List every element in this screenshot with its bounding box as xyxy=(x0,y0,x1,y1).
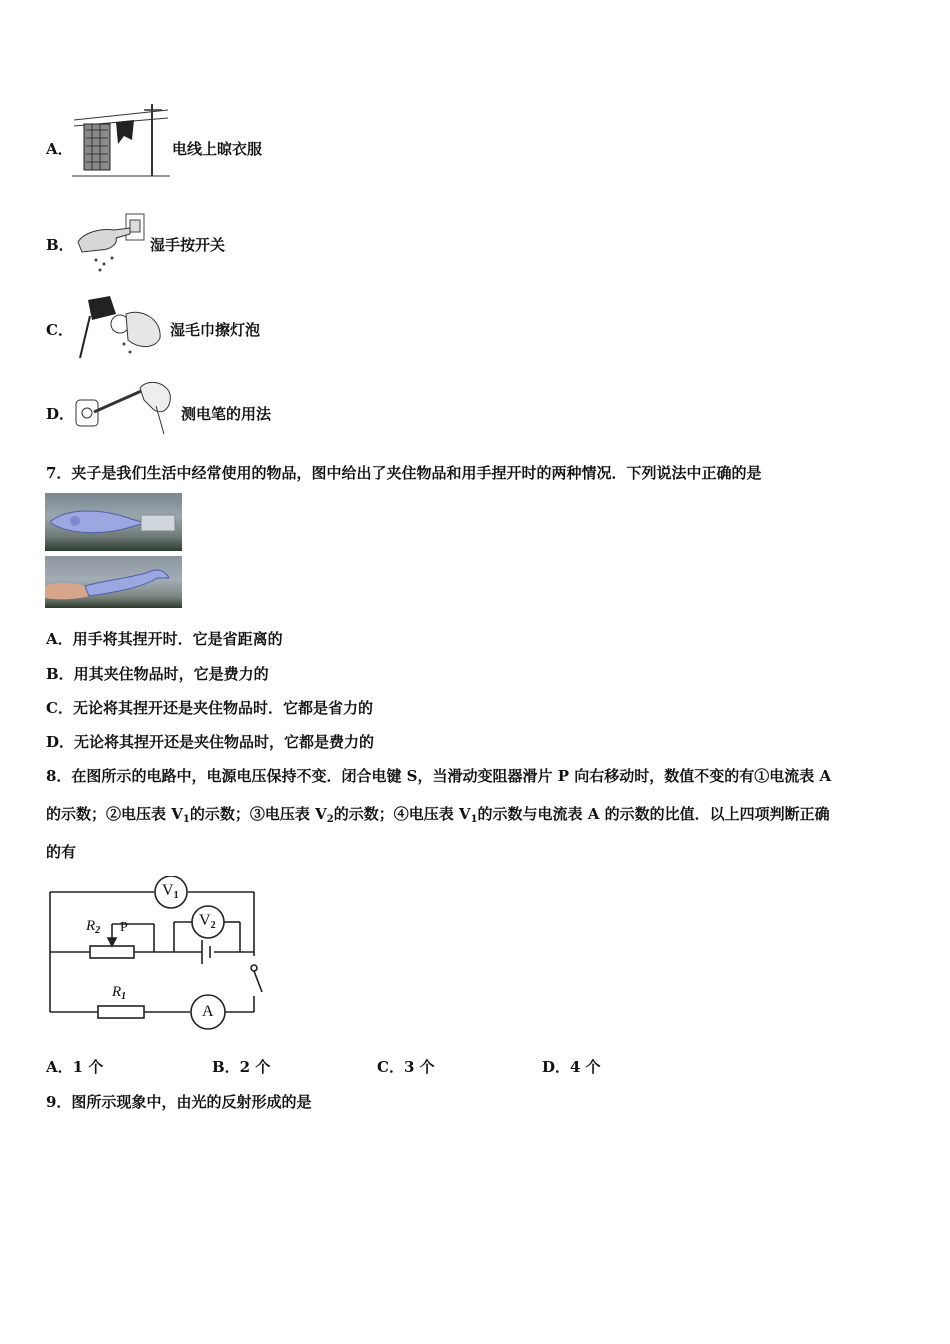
ammeter-a-label: A xyxy=(202,1003,214,1020)
q8-option-a: A．1 个 xyxy=(46,1058,104,1076)
q8-stem-line3: 的有 xyxy=(46,843,77,861)
q8-option-b: B．2 个 xyxy=(212,1058,271,1076)
option-text: 湿手按开关 xyxy=(150,236,226,254)
voltmeter-v2-label: $V_2$ xyxy=(199,912,216,931)
clip-holding-item-photo xyxy=(45,493,182,551)
voltmeter-v1-label: $V_1$ xyxy=(162,882,179,901)
option-text: 测电笔的用法 xyxy=(181,405,272,423)
option-letter: B． xyxy=(46,236,74,254)
q7-option-b: B．用其夹住物品时，它是费力的 xyxy=(46,665,269,683)
clothes-on-power-line-icon xyxy=(72,100,170,180)
clip-opened-by-hand-photo xyxy=(45,556,182,608)
q8-option-d: D．4 个 xyxy=(542,1058,601,1076)
q8-option-c: C．3 个 xyxy=(377,1058,435,1076)
resistor-r2-label: $R_2$ xyxy=(86,918,101,936)
option-letter: C． xyxy=(46,321,73,339)
test-pen-usage-icon xyxy=(74,376,176,438)
resistor-r1-label: $R_1$ xyxy=(112,984,127,1002)
wet-towel-bulb-icon xyxy=(70,294,168,360)
q7-option-d: D．无论将其捏开还是夹住物品时，它都是费力的 xyxy=(46,733,375,751)
q8-stem-line1: 8．在图所示的电路中，电源电压保持不变．闭合电键 S，当滑动变阻器滑片 P 向右移动时，数值不变的有①电流表 A xyxy=(46,767,832,785)
option-text: 湿毛巾擦灯泡 xyxy=(170,321,261,339)
q7-option-a: A．用手将其捏开时．它是省距离的 xyxy=(46,630,283,648)
q7-option-c: C．无论将其捏开还是夹住物品时．它都是省力的 xyxy=(46,699,373,717)
circuit-diagram xyxy=(44,876,270,1030)
q9-stem: 9．图所示现象中，由光的反射形成的是 xyxy=(46,1093,312,1111)
q8-stem-line2: 的示数；②电压表 $V_1$的示数；③电压表 $V_2$的示数；④电压表 $V_1$的示数与电流表 A 的示数的比值．以上四项判断正确 xyxy=(46,805,830,825)
slider-p-label: P xyxy=(120,920,128,935)
wet-hand-switch-icon xyxy=(74,212,150,274)
option-text: 电线上晾衣服 xyxy=(172,140,263,158)
option-letter: A． xyxy=(46,140,73,158)
option-letter: D． xyxy=(46,405,75,423)
q7-stem: 7．夹子是我们生活中经常使用的物品，图中给出了夹住物品和用手捏开时的两种情况．下列说法中正确的是 xyxy=(46,464,762,482)
